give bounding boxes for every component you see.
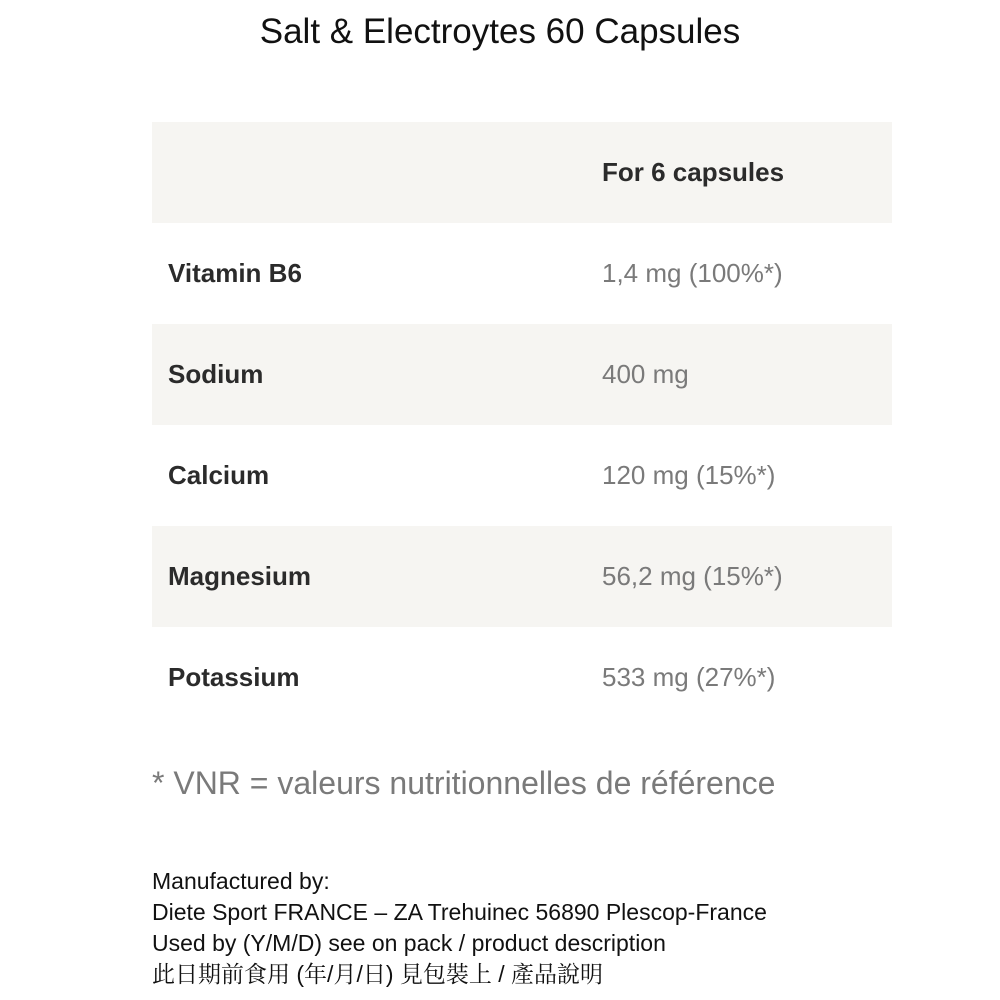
vnr-footnote: * VNR = valeurs nutritionnelles de référence [152,765,776,801]
product-title: Salt & Electroytes 60 Capsules [259,12,741,51]
table-row [152,526,892,627]
nutrient-value: 56,2 mg (15%*) [602,561,783,591]
header-value-cell: For 6 capsules [602,157,785,187]
nutrition-table [152,122,892,728]
table-row [152,223,892,324]
nutrient-name: Magnesium [168,561,312,591]
table-row [152,627,892,728]
nutrient-name: Potassium [168,662,300,692]
manufacturer-info [152,866,767,990]
nutrient-value: 1,4 mg (100%*) [602,258,783,288]
table-row [152,425,892,526]
table-header-row [152,122,892,223]
nutrient-name: Sodium [168,359,264,389]
nutrient-value: 533 mg (27%*) [602,662,776,692]
nutrient-name: Calcium [168,460,270,490]
manufacturer-heading: Manufactured by: [152,868,330,894]
table-row [152,324,892,425]
nutrient-name: Vitamin B6 [168,258,302,288]
manufacturer-address: Diete Sport FRANCE – ZA Trehuinec 56890 Plescop-France [152,899,767,925]
use-by-note-chinese: 此日期前食用 (年/月/日) 見包裝上 / 產品說明 [152,961,604,987]
nutrient-value: 120 mg (15%*) [602,460,776,490]
nutrient-value: 400 mg [602,359,689,389]
use-by-note: Used by (Y/M/D) see on pack / product description [152,930,666,956]
